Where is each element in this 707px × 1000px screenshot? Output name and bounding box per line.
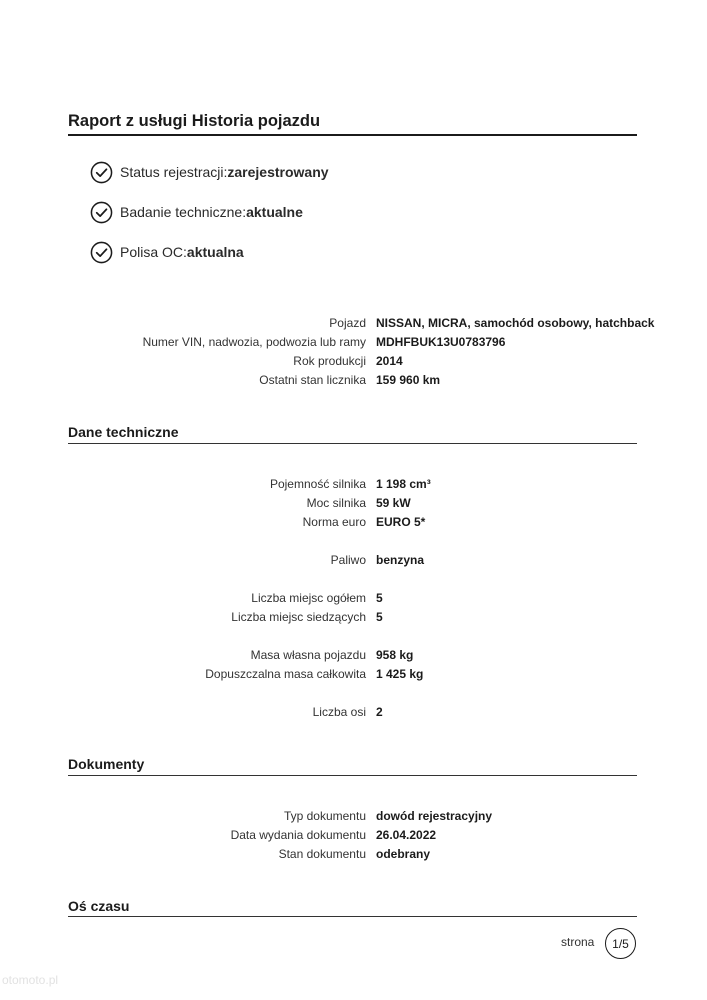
document-type-label: Typ dokumentu xyxy=(283,809,366,823)
page-number-badge xyxy=(605,928,636,959)
engine-power-value: 59 kW xyxy=(376,496,411,510)
axles-row xyxy=(0,703,431,722)
document-state-row xyxy=(0,845,492,864)
status-insurance-value: aktualna xyxy=(186,244,244,260)
report-title: Raport z usługi Historia pojazdu xyxy=(68,112,321,130)
total-mass-value: 1 425 kg xyxy=(376,667,424,681)
status-registration-label: Status rejestracji: xyxy=(120,164,228,180)
document-date-label: Data wydania dokumentu xyxy=(230,828,366,842)
engine-capacity-value: 1 198 cm³ xyxy=(376,477,431,491)
euro-norm-row xyxy=(0,513,431,532)
fuel-value: benzyna xyxy=(376,553,425,567)
euro-norm-value: EURO 5* xyxy=(376,515,426,529)
vehicle-value: NISSAN, MICRA, samochód osobowy, hatchback xyxy=(376,316,655,330)
status-registration-value: zarejestrowany xyxy=(227,164,329,180)
document-type-row xyxy=(0,807,492,826)
status-list xyxy=(90,159,329,279)
check-circle-icon xyxy=(90,201,113,224)
document-state-value: odebrany xyxy=(376,847,431,861)
vin-value: MDHFBUK13U0783796 xyxy=(376,335,506,349)
axles-value: 2 xyxy=(376,705,383,719)
engine-capacity-row xyxy=(0,475,431,494)
status-insurance-label: Polisa OC: xyxy=(120,244,187,260)
mileage-value: 159 960 km xyxy=(376,373,441,387)
section-divider-timeline xyxy=(68,916,637,917)
document-type-value: dowód rejestracyjny xyxy=(376,809,493,823)
mileage-label: Ostatni stan licznika xyxy=(259,373,366,387)
status-inspection-value: aktualne xyxy=(246,204,303,220)
technical-table xyxy=(0,475,431,722)
section-title-technical: Dane techniczne xyxy=(68,424,179,440)
vehicle-info-table xyxy=(0,314,654,390)
seats-sitting-value: 5 xyxy=(376,610,383,624)
own-mass-label: Masa własna pojazdu xyxy=(250,648,366,662)
engine-power-label: Moc silnika xyxy=(306,496,366,510)
engine-capacity-label: Pojemność silnika xyxy=(269,477,366,491)
document-state-label: Stan dokumentu xyxy=(278,847,366,861)
page-label: strona xyxy=(561,935,595,949)
fuel-row xyxy=(0,551,431,570)
watermark: otomoto.pl xyxy=(2,973,59,987)
axles-label: Liczba osi xyxy=(312,705,366,719)
page-number: 1/5 xyxy=(612,936,629,951)
section-divider-technical xyxy=(68,443,637,444)
own-mass-row xyxy=(0,646,431,665)
seats-sitting-label: Liczba miejsc siedzących xyxy=(231,610,366,624)
euro-norm-label: Norma euro xyxy=(302,515,366,529)
own-mass-value: 958 kg xyxy=(376,648,414,662)
title-underline xyxy=(68,134,637,136)
total-mass-label: Dopuszczalna masa całkowita xyxy=(205,667,366,681)
total-mass-row xyxy=(0,665,431,684)
seats-total-value: 5 xyxy=(376,591,383,605)
vehicle-row xyxy=(0,314,654,333)
production-year-label: Rok produkcji xyxy=(293,354,366,368)
section-divider-documents xyxy=(68,775,637,776)
seats-total-label: Liczba miejsc ogółem xyxy=(251,591,366,605)
seats-total-row xyxy=(0,589,431,608)
document-date-value: 26.04.2022 xyxy=(376,828,437,842)
check-circle-icon xyxy=(90,161,113,184)
status-inspection xyxy=(90,199,329,225)
fuel-label: Paliwo xyxy=(330,553,366,567)
document-date-row xyxy=(0,826,492,845)
production-year-value: 2014 xyxy=(376,354,403,368)
mileage-row xyxy=(0,371,654,390)
check-circle-icon xyxy=(90,241,113,264)
vin-label: Numer VIN, nadwozia, podwozia lub ramy xyxy=(142,335,366,349)
section-title-documents: Dokumenty xyxy=(68,756,145,772)
vin-row xyxy=(0,333,654,352)
seats-sitting-row xyxy=(0,608,431,627)
production-year-row xyxy=(0,352,654,371)
status-inspection-label: Badanie techniczne: xyxy=(120,204,247,220)
section-title-timeline: Oś czasu xyxy=(68,898,130,914)
status-registration xyxy=(90,159,329,185)
vehicle-label: Pojazd xyxy=(329,316,366,330)
engine-power-row xyxy=(0,494,431,513)
status-insurance xyxy=(90,239,329,265)
documents-table xyxy=(0,807,492,864)
